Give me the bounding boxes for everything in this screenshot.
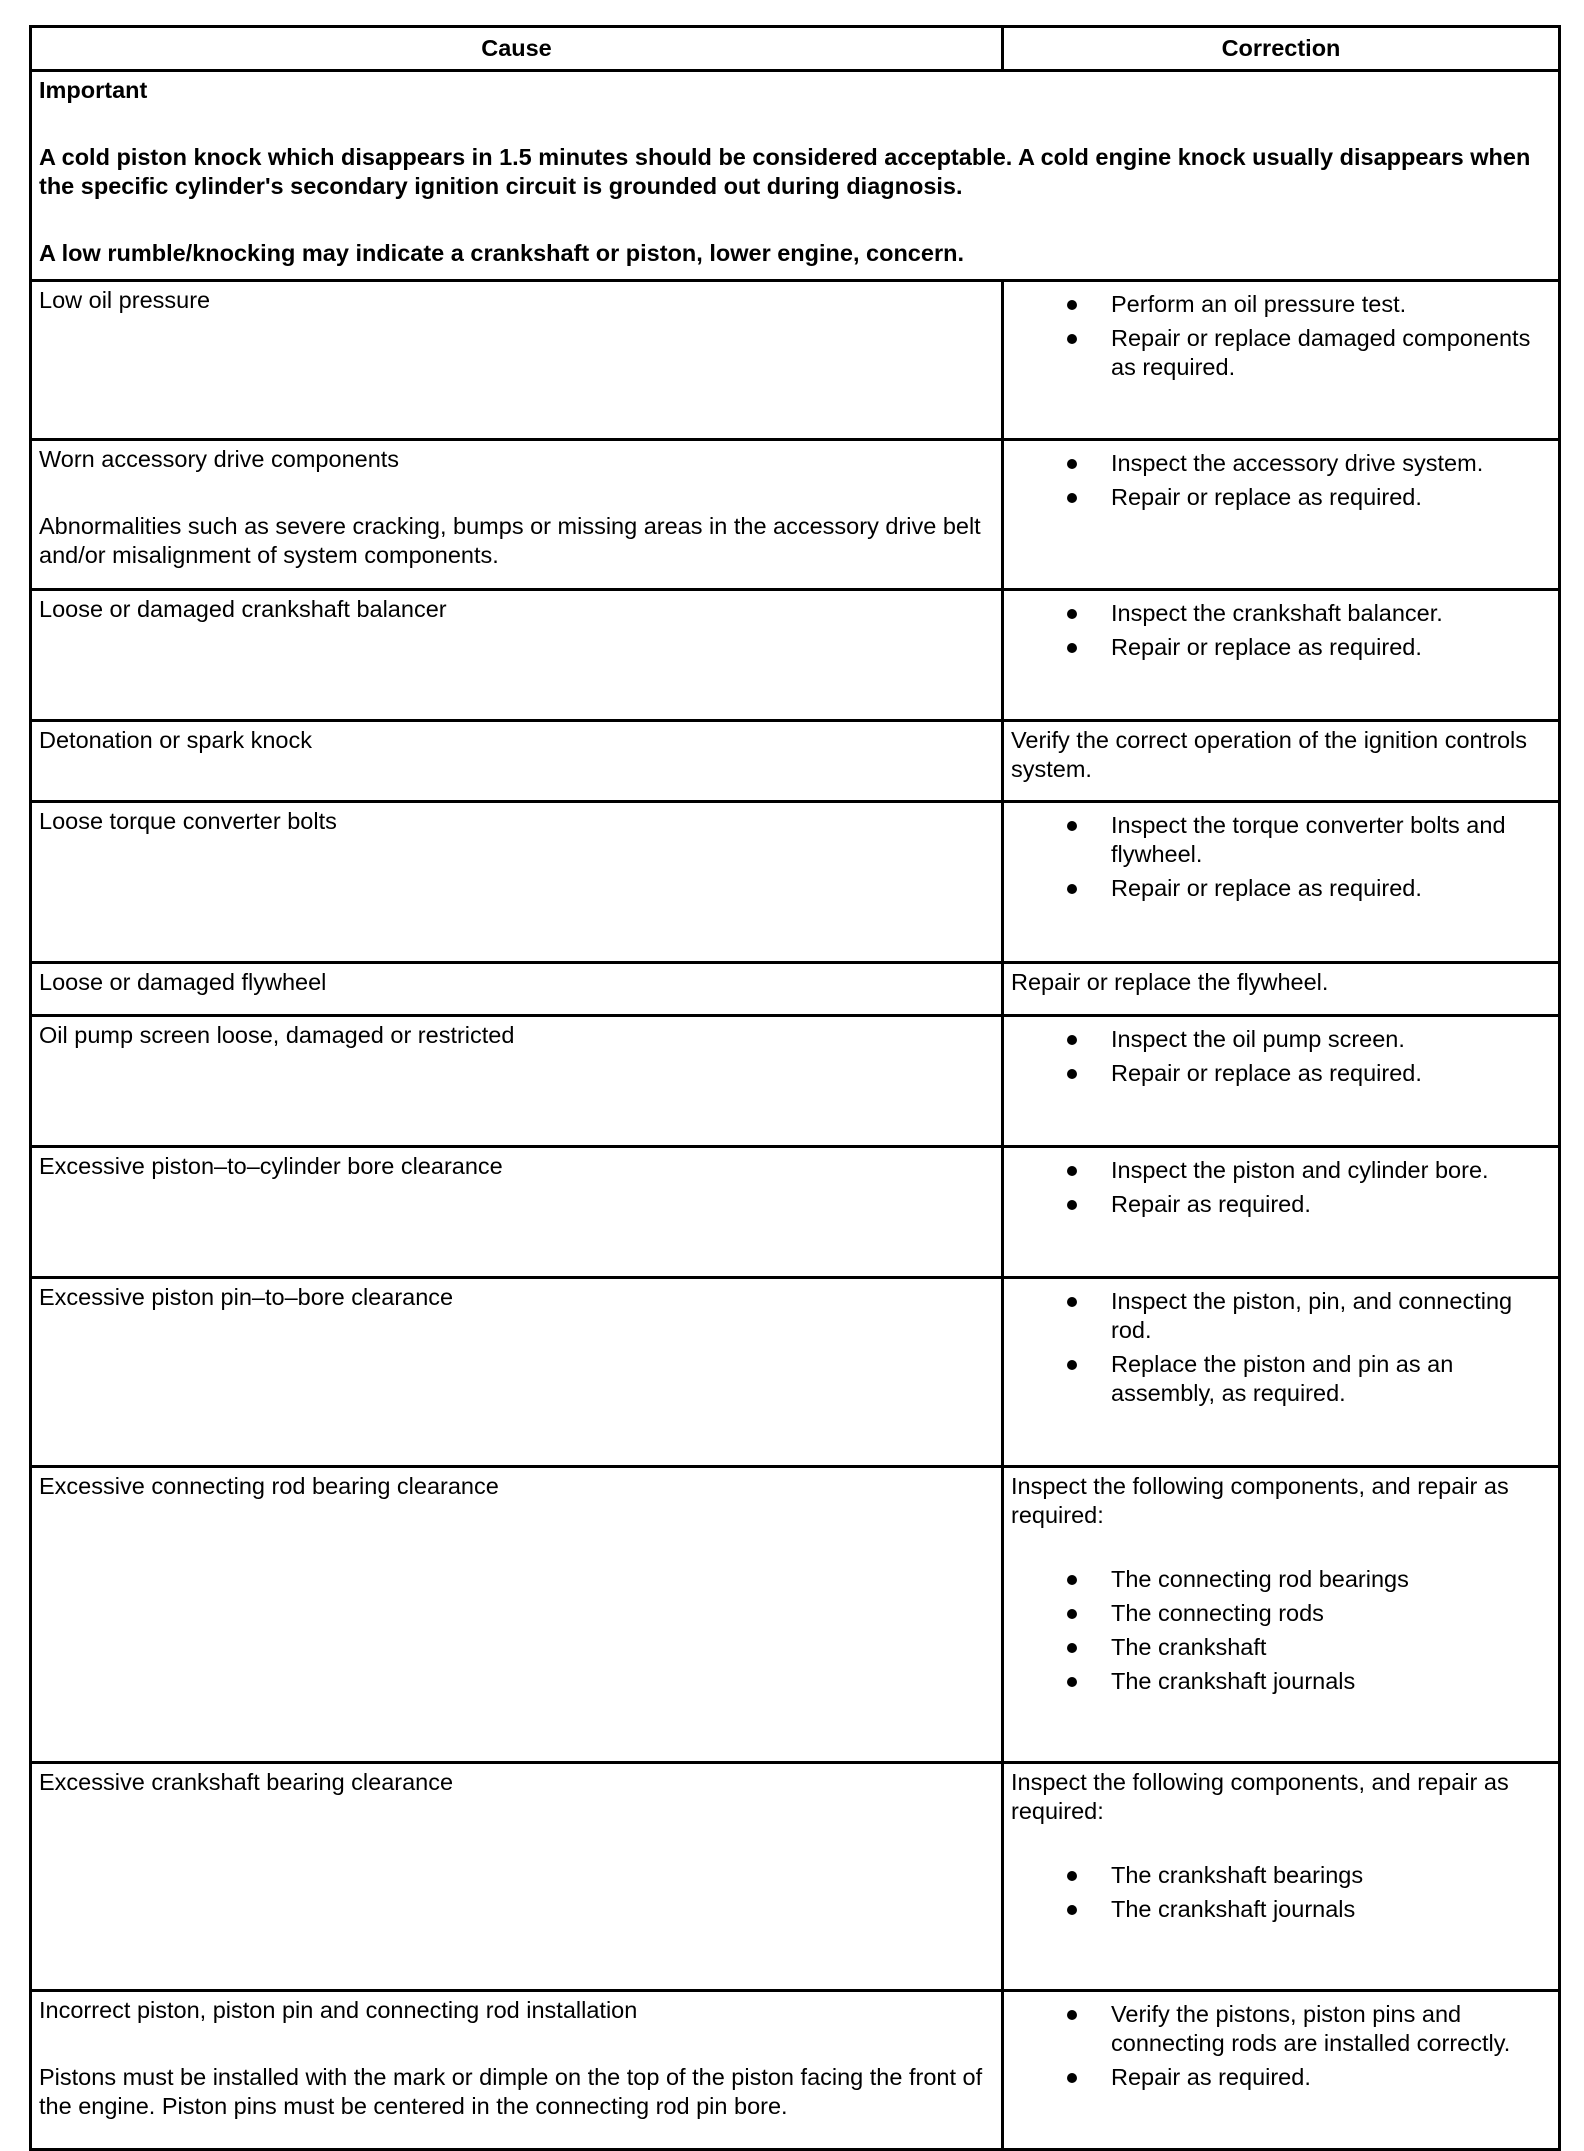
cause-text: Excessive piston–to–cylinder bore clearance (39, 1153, 503, 1179)
correction-cell (1003, 721, 1560, 802)
correction-list-item (1011, 2000, 1552, 2058)
cause-text: Loose or damaged crankshaft balancer (39, 596, 447, 622)
bullet-icon (1067, 493, 1077, 503)
cause-cell (31, 590, 1003, 721)
correction-text: Verify the correct operation of the ignition controls system. (1011, 727, 1527, 782)
cause-cell (31, 802, 1003, 963)
table-row (31, 590, 1560, 721)
table-row (31, 440, 1560, 590)
bullet-icon (1067, 300, 1077, 310)
correction-item-text: Repair or replace as required. (1111, 634, 1422, 660)
correction-list (1011, 290, 1552, 382)
bullet-icon (1067, 1609, 1077, 1619)
cause-cell (31, 1467, 1003, 1763)
correction-item-text: Repair or replace as required. (1111, 1060, 1422, 1086)
cause-cell (31, 1147, 1003, 1278)
correction-item-text: Perform an oil pressure test. (1111, 291, 1407, 317)
correction-item-text: The connecting rods (1111, 1600, 1324, 1626)
correction-cell (1003, 590, 1560, 721)
bullet-icon (1067, 1297, 1077, 1307)
correction-item-text: Inspect the torque converter bolts and flywheel. (1111, 812, 1506, 867)
correction-list-item (1011, 483, 1552, 512)
correction-list-item (1011, 599, 1552, 628)
cause-text: Oil pump screen loose, damaged or restricted (39, 1022, 515, 1048)
correction-list-item (1011, 874, 1552, 903)
bullet-icon (1067, 459, 1077, 469)
correction-item-text: Repair as required. (1111, 2064, 1311, 2090)
bullet-icon (1067, 821, 1077, 831)
correction-cell (1003, 1147, 1560, 1278)
header-row (31, 27, 1560, 71)
correction-list-item (1011, 1599, 1552, 1628)
cause-cell (31, 440, 1003, 590)
correction-list-item (1011, 1156, 1552, 1185)
correction-list (1011, 1025, 1552, 1088)
cause-text: Detonation or spark knock (39, 727, 313, 753)
correction-item-text: Repair or replace damaged components as required. (1111, 325, 1531, 380)
cause-text: Excessive crankshaft bearing clearance (39, 1769, 454, 1795)
cause-header: Cause (31, 27, 1003, 71)
correction-header: Correction (1003, 27, 1560, 71)
correction-list-item (1011, 1287, 1552, 1345)
important-title: Important (39, 77, 148, 103)
correction-item-text: The connecting rod bearings (1111, 1566, 1409, 1592)
bullet-icon (1067, 1166, 1077, 1176)
table-row (31, 1763, 1560, 1991)
bullet-icon (1067, 1643, 1077, 1653)
cause-text: Loose or damaged flywheel (39, 969, 327, 995)
correction-list-item (1011, 1633, 1552, 1662)
correction-list (1011, 2000, 1552, 2092)
cause-text: Low oil pressure (39, 287, 211, 313)
correction-list (1011, 599, 1552, 662)
cause-note: Abnormalities such as severe cracking, bumps or missing areas in the accessory drive belt and/or misalignment of system components. (39, 513, 981, 568)
bullet-icon (1067, 1677, 1077, 1687)
correction-cell (1003, 1467, 1560, 1763)
correction-cell (1003, 1991, 1560, 2150)
correction-cell (1003, 1016, 1560, 1147)
table-row (31, 802, 1560, 963)
important-note (31, 71, 1560, 281)
cause-cell (31, 1991, 1003, 2150)
correction-list-item (1011, 1565, 1552, 1594)
bullet-icon (1067, 643, 1077, 653)
correction-item-text: Repair or replace as required. (1111, 484, 1422, 510)
correction-list-item (1011, 811, 1552, 869)
correction-item-text: The crankshaft bearings (1111, 1862, 1364, 1888)
correction-item-text: Inspect the crankshaft balancer. (1111, 600, 1443, 626)
table-row (31, 1147, 1560, 1278)
table-row (31, 721, 1560, 802)
correction-item-text: The crankshaft journals (1111, 1896, 1356, 1922)
correction-list-item (1011, 1895, 1552, 1924)
table-row (31, 1016, 1560, 1147)
correction-list-item (1011, 1025, 1552, 1054)
correction-intro: Inspect the following components, and repair as required: (1011, 1769, 1509, 1824)
table-row (31, 1991, 1560, 2150)
correction-text: Repair or replace the flywheel. (1011, 969, 1329, 995)
correction-cell (1003, 1763, 1560, 1991)
correction-cell (1003, 963, 1560, 1016)
bullet-icon (1067, 884, 1077, 894)
correction-list (1011, 1287, 1552, 1408)
bullet-icon (1067, 1035, 1077, 1045)
correction-item-text: Inspect the accessory drive system. (1111, 450, 1484, 476)
cause-text: Excessive connecting rod bearing clearance (39, 1473, 499, 1499)
correction-item-text: Inspect the piston and cylinder bore. (1111, 1157, 1489, 1183)
correction-item-text: Inspect the piston, pin, and connecting rod. (1111, 1288, 1513, 1343)
diagnostic-table (29, 25, 1561, 2151)
bullet-icon (1067, 1069, 1077, 1079)
correction-list-item (1011, 449, 1552, 478)
bullet-icon (1067, 1200, 1077, 1210)
table-row (31, 1467, 1560, 1763)
important-paragraph: A low rumble/knocking may indicate a crankshaft or piston, lower engine, concern. (39, 240, 964, 266)
correction-cell (1003, 1278, 1560, 1467)
correction-list-item (1011, 1667, 1552, 1696)
correction-intro: Inspect the following components, and repair as required: (1011, 1473, 1509, 1528)
table-row (31, 1278, 1560, 1467)
bullet-icon (1067, 2010, 1077, 2020)
important-row (31, 71, 1560, 281)
bullet-icon (1067, 2073, 1077, 2083)
cause-cell (31, 1278, 1003, 1467)
correction-list (1011, 449, 1552, 512)
bullet-icon (1067, 1360, 1077, 1370)
cause-text: Loose torque converter bolts (39, 808, 337, 834)
correction-list (1011, 1861, 1552, 1924)
correction-list-item (1011, 1059, 1552, 1088)
correction-item-text: Replace the piston and pin as an assembly, as required. (1111, 1351, 1454, 1406)
important-paragraph: A cold piston knock which disappears in 1.5 minutes should be considered acceptable. A cold engine knock usually disappears when the specific cylinder's secondary ignition circuit is grounded out during diagnosis. (39, 144, 1531, 199)
bullet-icon (1067, 334, 1077, 344)
cause-cell (31, 1763, 1003, 1991)
correction-cell (1003, 802, 1560, 963)
correction-list (1011, 1156, 1552, 1219)
cause-text: Incorrect piston, piston pin and connecting rod installation (39, 1997, 638, 2023)
correction-cell (1003, 281, 1560, 440)
cause-text: Excessive piston pin–to–bore clearance (39, 1284, 454, 1310)
correction-list-item (1011, 1861, 1552, 1890)
correction-item-text: Verify the pistons, piston pins and connecting rods are installed correctly. (1111, 2001, 1511, 2056)
correction-list (1011, 1565, 1552, 1696)
bullet-icon (1067, 1871, 1077, 1881)
cause-cell (31, 963, 1003, 1016)
correction-list-item (1011, 2063, 1552, 2092)
correction-item-text: Inspect the oil pump screen. (1111, 1026, 1405, 1052)
table-row (31, 281, 1560, 440)
correction-list-item (1011, 1350, 1552, 1408)
bullet-icon (1067, 1575, 1077, 1585)
cause-cell (31, 721, 1003, 802)
correction-cell (1003, 440, 1560, 590)
correction-list-item (1011, 290, 1552, 319)
cause-note: Pistons must be installed with the mark or dimple on the top of the piston facing the front of the engine. Piston pins must be centered in the connecting rod pin bore. (39, 2064, 983, 2119)
cause-cell (31, 1016, 1003, 1147)
correction-list-item (1011, 1190, 1552, 1219)
correction-list (1011, 811, 1552, 903)
correction-list-item (1011, 633, 1552, 662)
cause-text: Worn accessory drive components (39, 446, 400, 472)
correction-list-item (1011, 324, 1552, 382)
correction-item-text: The crankshaft journals (1111, 1668, 1356, 1694)
cause-cell (31, 281, 1003, 440)
bullet-icon (1067, 609, 1077, 619)
correction-item-text: Repair or replace as required. (1111, 875, 1422, 901)
correction-item-text: The crankshaft (1111, 1634, 1267, 1660)
bullet-icon (1067, 1905, 1077, 1915)
table-row (31, 963, 1560, 1016)
correction-item-text: Repair as required. (1111, 1191, 1311, 1217)
